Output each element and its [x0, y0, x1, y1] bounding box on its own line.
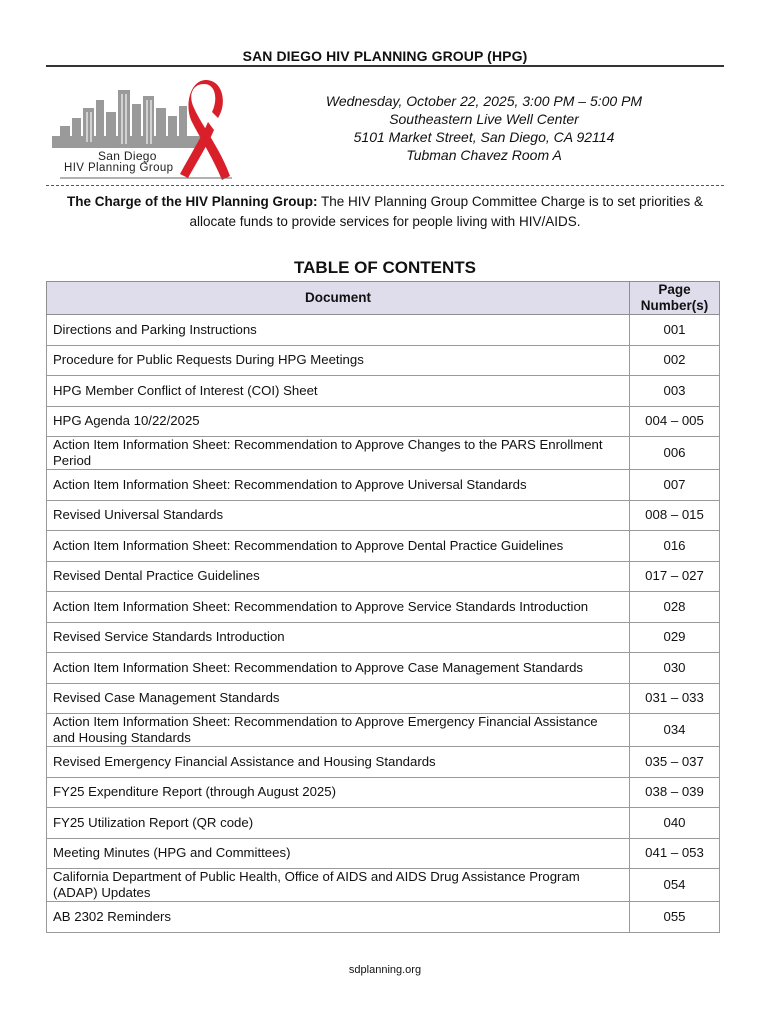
- logo-line-2: HIV Planning Group: [64, 162, 174, 174]
- toc-pages-cell: 034: [630, 714, 720, 747]
- toc-document-cell: Directions and Parking Instructions: [47, 315, 630, 346]
- table-row: [47, 345, 720, 376]
- toc-col-pages: Page Number(s): [630, 282, 720, 315]
- toc-pages-cell: 017 – 027: [630, 561, 720, 592]
- toc-document-cell: Revised Emergency Financial Assistance and Housing Standards: [47, 747, 630, 778]
- toc-document-cell: Meeting Minutes (HPG and Committees): [47, 838, 630, 869]
- organization-title: SAN DIEGO HIV PLANNING GROUP (HPG): [242, 48, 528, 64]
- toc-pages-cell: 055: [630, 902, 720, 933]
- toc-document-cell: FY25 Utilization Report (QR code): [47, 808, 630, 839]
- table-row: [47, 437, 720, 470]
- table-row: [47, 315, 720, 346]
- toc-table: [46, 281, 720, 933]
- footer-url[interactable]: sdplanning.org: [348, 964, 422, 976]
- toc-pages-cell: 007: [630, 470, 720, 501]
- meeting-info: [290, 92, 678, 164]
- toc-document-cell: Revised Case Management Standards: [47, 683, 630, 714]
- toc-pages-cell: 038 – 039: [630, 777, 720, 808]
- toc-pages-cell: 030: [630, 653, 720, 684]
- table-row: [47, 777, 720, 808]
- toc-document-cell: Action Item Information Sheet: Recommendation to Approve Changes to the PARS Enrollment Period: [47, 437, 630, 470]
- logo-line-1: San Diego: [98, 149, 157, 163]
- table-row: [47, 902, 720, 933]
- table-row: [47, 747, 720, 778]
- table-row: [47, 531, 720, 562]
- toc-pages-cell: 035 – 037: [630, 747, 720, 778]
- toc-pages-cell: 006: [630, 437, 720, 470]
- toc-document-cell: Action Item Information Sheet: Recommendation to Approve Emergency Financial Assistance and Housing Standards: [47, 714, 630, 747]
- toc-pages-cell: 040: [630, 808, 720, 839]
- toc-document-cell: Revised Service Standards Introduction: [47, 622, 630, 653]
- toc-pages-cell: 016: [630, 531, 720, 562]
- toc-body: [47, 315, 720, 933]
- table-row: [47, 376, 720, 407]
- toc-pages-cell: 028: [630, 592, 720, 623]
- table-row: [47, 406, 720, 437]
- table-row: [47, 592, 720, 623]
- table-row: [47, 808, 720, 839]
- toc-document-cell: Action Item Information Sheet: Recommendation to Approve Dental Practice Guidelines: [47, 531, 630, 562]
- table-row: [47, 714, 720, 747]
- table-row: [47, 653, 720, 684]
- toc-document-cell: Action Item Information Sheet: Recommendation to Approve Universal Standards: [47, 470, 630, 501]
- toc-pages-cell: 004 – 005: [630, 406, 720, 437]
- table-row: [47, 869, 720, 902]
- toc-pages-cell: 002: [630, 345, 720, 376]
- toc-pages-cell: 008 – 015: [630, 500, 720, 531]
- toc-document-cell: HPG Member Conflict of Interest (COI) Sheet: [47, 376, 630, 407]
- meeting-datetime: Wednesday, October 22, 2025, 3:00 PM – 5:00 PM: [325, 93, 643, 109]
- toc-pages-cell: 041 – 053: [630, 838, 720, 869]
- toc-pages-cell: 031 – 033: [630, 683, 720, 714]
- toc-document-cell: Revised Universal Standards: [47, 500, 630, 531]
- table-row: [47, 683, 720, 714]
- toc-document-cell: FY25 Expenditure Report (through August 2025): [47, 777, 630, 808]
- table-row: [47, 838, 720, 869]
- toc-pages-cell: 001: [630, 315, 720, 346]
- toc-document-cell: Action Item Information Sheet: Recommendation to Approve Service Standards Introduction: [47, 592, 630, 623]
- toc-header-row: [47, 282, 720, 315]
- toc-document-cell: Procedure for Public Requests During HPG Meetings: [47, 345, 630, 376]
- charge-statement: [46, 192, 724, 231]
- dashed-divider: [46, 185, 724, 186]
- table-row: [47, 500, 720, 531]
- charge-text: The HIV Planning Group Committee Charge is to set priorities & allocate funds to provide services for people living with HIV/AIDS.: [189, 194, 703, 229]
- toc-document-cell: HPG Agenda 10/22/2025: [47, 406, 630, 437]
- toc-document-cell: California Department of Public Health, Office of AIDS and AIDS Drug Assistance Program (ADAP) Updates: [47, 869, 630, 902]
- toc-col-document: Document: [47, 282, 630, 315]
- title-rule: [46, 65, 724, 67]
- meeting-venue: Southeastern Live Well Center: [389, 111, 579, 127]
- charge-label: The Charge of the HIV Planning Group:: [67, 194, 318, 209]
- table-row: [47, 470, 720, 501]
- meeting-room: Tubman Chavez Room A: [406, 147, 562, 163]
- toc-document-cell: AB 2302 Reminders: [47, 902, 630, 933]
- table-row: [47, 561, 720, 592]
- toc-document-cell: Revised Dental Practice Guidelines: [47, 561, 630, 592]
- table-row: [47, 622, 720, 653]
- toc-pages-cell: 054: [630, 869, 720, 902]
- toc-document-cell: Action Item Information Sheet: Recommendation to Approve Case Management Standards: [47, 653, 630, 684]
- toc-pages-cell: 029: [630, 622, 720, 653]
- toc-pages-cell: 003: [630, 376, 720, 407]
- red-ribbon-icon: [180, 80, 230, 180]
- toc-heading: TABLE OF CONTENTS: [294, 258, 476, 277]
- meeting-address: 5101 Market Street, San Diego, CA 92114: [353, 129, 615, 145]
